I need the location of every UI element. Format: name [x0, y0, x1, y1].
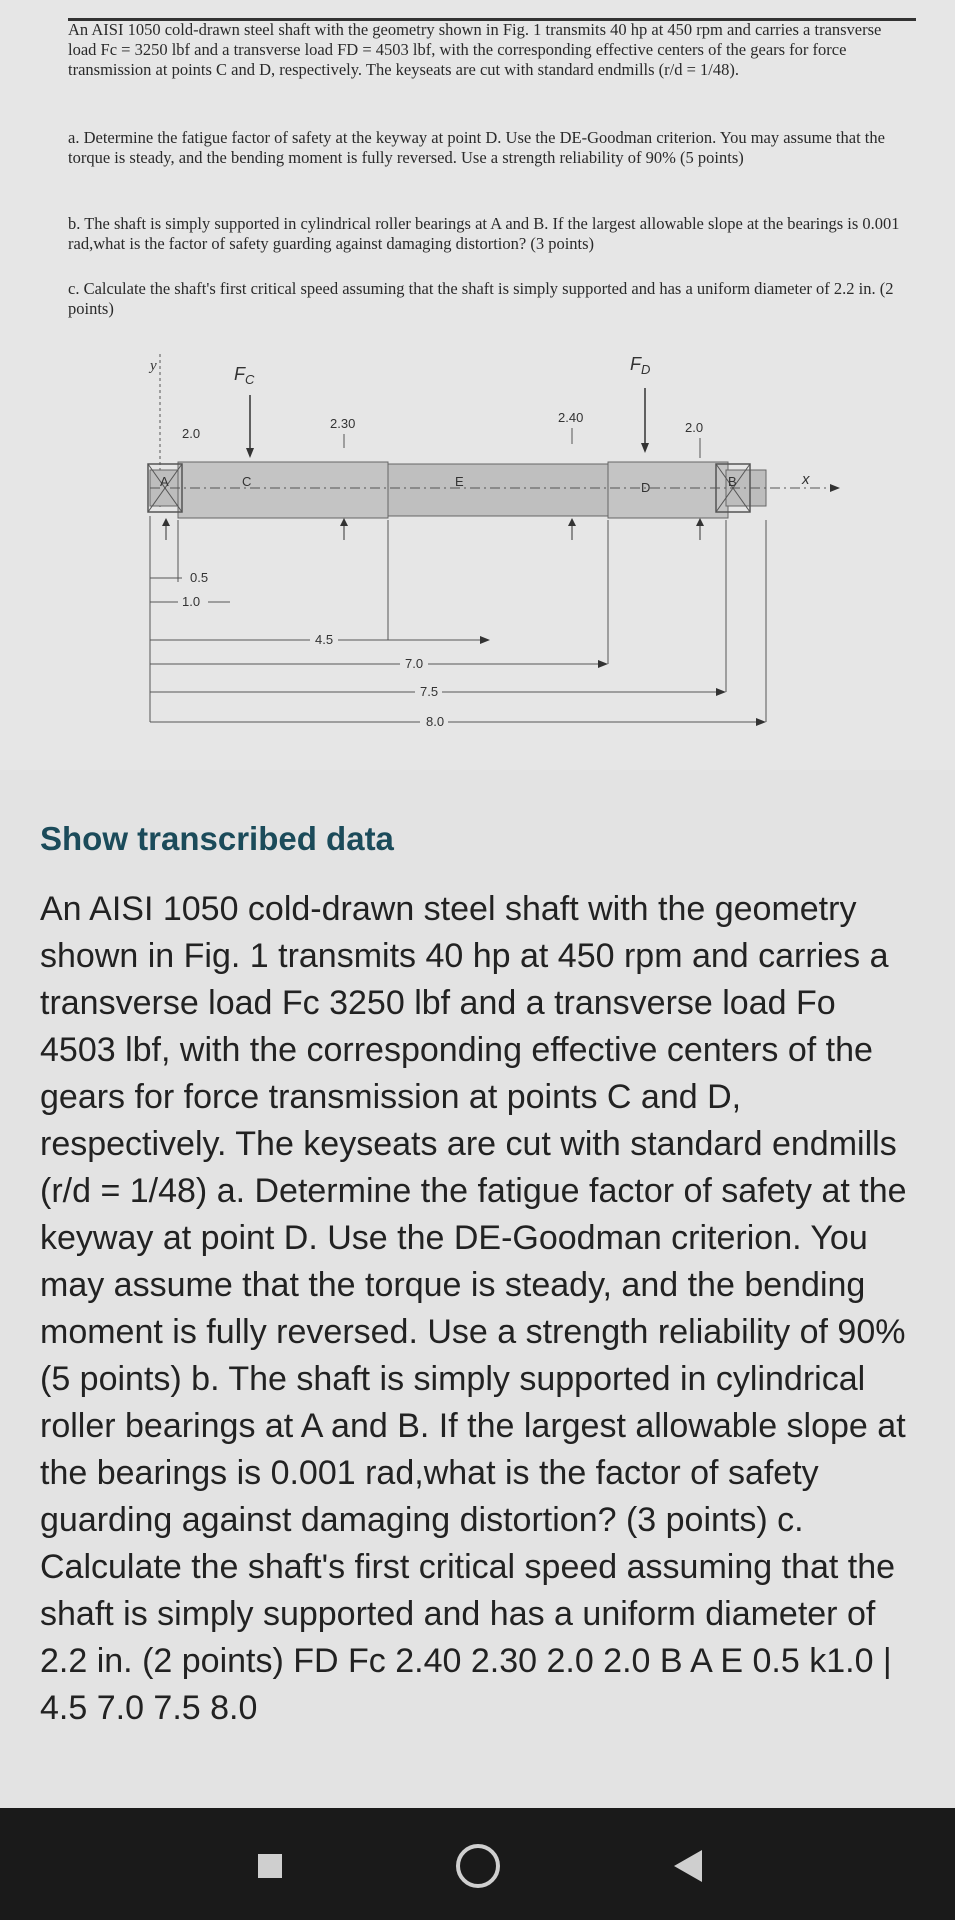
reaction-a-arrowhead [162, 518, 170, 526]
problem-image [0, 0, 955, 770]
force-c-label: $F_C$ [234, 364, 255, 387]
force-d-label: $F_D$ [630, 354, 651, 377]
dim-1-0: 1.0 [182, 594, 201, 609]
x-axis-arrowhead [830, 484, 840, 492]
diameter-left-label: 2.0 [182, 426, 201, 441]
dim-0-5: 0.5 [190, 570, 209, 585]
y-axis-label: y [150, 358, 157, 374]
diameter-c-label: 2.30 [330, 416, 356, 431]
recents-icon [242, 1838, 298, 1894]
home-icon [450, 1838, 506, 1894]
android-navbar [0, 1808, 955, 1920]
dim-7-0: 7.0 [405, 656, 424, 671]
dim-4-5: 4.5 [315, 632, 334, 647]
dim-8-0: 8.0 [426, 714, 445, 729]
shaft-diagram [130, 340, 870, 740]
problem-part-a: a. Determine the fatigue factor of safety at the keyway at point D. Use the DE-Goodman criterion. You may assume that the torque is steady, and the bending moment is fully reversed. Use a strength reliability of 90% (5 points) [68, 128, 885, 167]
dim-7-5: 7.5 [420, 684, 439, 699]
back-icon [660, 1838, 716, 1894]
dim-4-5-arrow [480, 636, 490, 644]
show-transcribed-link[interactable]: Show transcribed data [40, 820, 394, 857]
reaction-c-arrowhead [340, 518, 348, 526]
reaction-d-arrowhead [568, 518, 576, 526]
shaft-segment-d [608, 462, 728, 518]
transcribed-text: An AISI 1050 cold-drawn steel shaft with the geometry shown in Fig. 1 transmits 40 hp at 450 rpm and carries a transverse load Fc 3250 lbf and a transverse load Fo 4503 lbf, with the corresponding effective centers of the gears for force transmission at points C and D, respectively. The keyseats are cut with standard endmills (r/d = 1/48) a. Determine the fatigue factor of safety at the keyway at point D. Use the DE-Goodman criterion. You may assume that the torque is steady, and the bending moment is fully reversed. Use a strength reliability of 90% (5 points) b. The shaft is simply supported in cylindrical roller bearings at A and B. If the largest allowable slope at the bearings is 0.001 rad,what is the factor of safety guarding against damaging distortion? (3 points) c. Calculate the shaft's first critical speed assuming that the shaft is simply supported and has a uniform diameter of 2.2 in. (2 points) FD Fc 2.40 2.30 2.0 2.0 B A E 0.5 k1.0 | 4.5 7.0 7.5 8.0 [40, 890, 907, 1727]
point-c-label: C [242, 474, 252, 489]
point-d-label: D [641, 480, 651, 495]
dim-7-0-arrow [598, 660, 608, 668]
x-axis-label: x [802, 471, 810, 488]
problem-part-c: c. Calculate the shaft's first critical speed assuming that the shaft is simply supported and has a uniform diameter of 2.2 in. (2 points) [68, 279, 894, 318]
force-d-arrowhead [641, 443, 649, 453]
point-b-label: B [728, 474, 737, 489]
recents-button[interactable] [242, 1838, 298, 1894]
back-button[interactable] [660, 1838, 716, 1894]
dim-8-0-arrow [756, 718, 766, 726]
dim-7-5-arrow [716, 688, 726, 696]
shaft-segment-e [388, 464, 608, 516]
diameter-d-label: 2.40 [558, 410, 584, 425]
problem-part-b: b. The shaft is simply supported in cylindrical roller bearings at A and B. If the largest allowable slope at the bearings is 0.001 rad,what is the factor of safety guarding against damaging distortion? (3 points) [68, 214, 900, 253]
shaft-segment-c [178, 462, 388, 518]
point-e-label: E [455, 474, 464, 489]
problem-intro: An AISI 1050 cold-drawn steel shaft with the geometry shown in Fig. 1 transmits 40 hp at 450 rpm and carries a transverse load Fc = 3250 lbf and a transverse load FD = 4503 lbf, with the corresponding effective centers of the gears for force transmission at points C and D, respectively. The keyseats are cut with standard endmills (r/d = 1/48). [68, 20, 882, 79]
point-a-label: A [160, 474, 169, 489]
force-c-arrowhead [246, 448, 254, 458]
home-button[interactable] [450, 1838, 506, 1894]
reaction-b-arrowhead [696, 518, 704, 526]
diameter-right-label: 2.0 [685, 420, 704, 435]
